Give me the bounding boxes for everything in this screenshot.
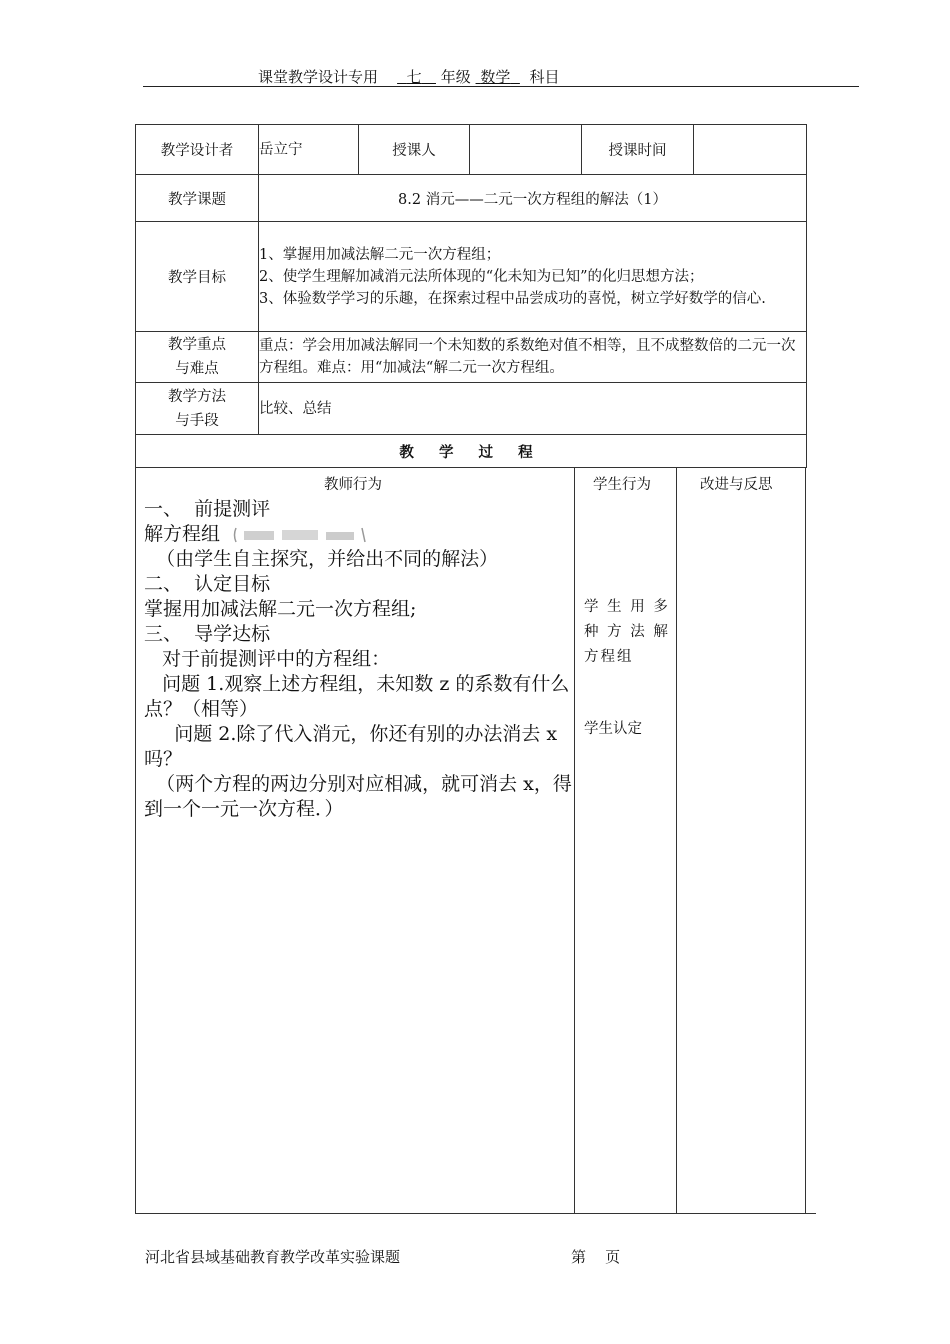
time-label: 授课时间 — [582, 125, 694, 175]
teacher-label: 授课人 — [359, 125, 470, 175]
teacher-actions — [144, 497, 574, 822]
student-note-1: 学 生 用 多 种 方 法 解 方程组 — [584, 599, 670, 665]
teacher-column-header: 教师行为 — [324, 477, 382, 493]
time-value — [694, 125, 807, 175]
process-title: 教 学 过 程 — [136, 435, 807, 468]
section-heading: 一、 前提测评 — [144, 498, 271, 520]
designer-value: 岳立宁 — [259, 125, 359, 175]
section-heading: 二、 认定目标 — [144, 573, 271, 595]
section-heading: 三、 导学达标 — [144, 623, 271, 645]
lesson-info-table — [135, 124, 807, 468]
goal-item: 3、体验数学学习的乐趣，在探索过程中品尝成功的喜悦，树立学好数学的信心. — [259, 290, 766, 307]
focus-value: 重点：学会用加减法解同一个未知数的系数绝对值不相等，且不成整数倍的二元一次方程组。难点：用“加减法“解二元一次方程组。 — [259, 332, 807, 383]
header-prefix: 课堂教学设计专用 — [258, 68, 379, 86]
footer-page: 第 页 — [571, 1248, 621, 1266]
reflect-column-header: 改进与反思 — [700, 477, 773, 493]
header-grade-label: 年级 — [440, 68, 471, 86]
student-column-header: 学生行为 — [593, 477, 651, 493]
header-subject-label: 科目 — [529, 68, 560, 86]
question-2: 问题 2.除了代入消元，你还有别的办法消去 x 吗？ — [144, 723, 564, 770]
header-grade-value: 七 — [406, 68, 422, 86]
text-line: 对于前提测评中的方程组： — [144, 648, 391, 670]
goal-item: 2、使学生理解加减消元法所体现的“化未知为已知”的化归思想方法； — [259, 268, 704, 285]
footer-project: 河北省县域基础教育教学改革实验课题 — [145, 1248, 401, 1266]
text-line: 掌握用加减法解二元一次方程组; — [144, 598, 417, 620]
table-edge-tick — [806, 1213, 816, 1214]
answer-note: （两个方程的两边分别对应相减，就可消去 x，得到一个一元一次方程．） — [144, 773, 572, 820]
method-label: 教学方法 与手段 — [136, 383, 259, 435]
student-note-2: 学生认定 — [584, 721, 642, 737]
method-value: 比较、总结 — [259, 383, 807, 435]
focus-label: 教学重点 与难点 — [136, 332, 259, 383]
goal-list — [259, 222, 807, 332]
goal-label: 教学目标 — [136, 222, 259, 332]
topic-value: 8.2 消元——二元一次方程组的解法（1） — [259, 175, 807, 222]
text-line: （由学生自主探究，并给出不同的解法） — [144, 548, 499, 570]
equation-line: 解方程组 — [144, 522, 574, 547]
teacher-value — [470, 125, 582, 175]
column-divider — [676, 467, 677, 1213]
page-header — [258, 66, 559, 87]
header-rule — [143, 86, 859, 87]
designer-label: 教学设计者 — [136, 125, 259, 175]
goal-item: 1、掌握用加减法解二元一次方程组； — [259, 246, 501, 263]
topic-label: 教学课题 — [136, 175, 259, 222]
column-divider — [574, 467, 575, 1213]
equation-system-image — [232, 526, 372, 544]
header-subject-value: 数学 — [480, 68, 511, 86]
process-body — [135, 467, 806, 1214]
question-1: 问题 1.观察上述方程组，未知数 z 的系数有什么点？（相等） — [144, 673, 570, 720]
